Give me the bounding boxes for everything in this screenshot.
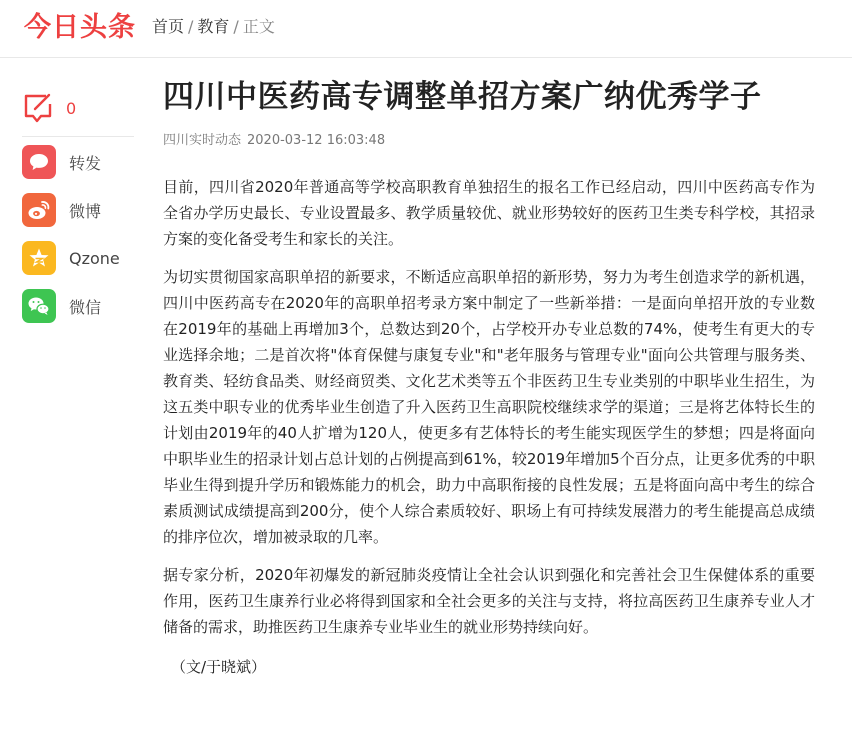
- article-source[interactable]: 四川实时动态: [163, 133, 242, 148]
- sidebar-divider: [22, 136, 134, 137]
- article-paragraph: 据专家分析，2020年初爆发的新冠肺炎疫情让全社会认识到强化和完善社会卫生保健体系的重要作用，医药卫生康养行业必将得到国家和全社会更多的关注与支持，将拉高医药卫生康养专业人才储备的需求，助推医药卫生康养专业毕业生的就业形势持续向好。: [163, 566, 815, 636]
- comment-count: 0: [66, 98, 77, 118]
- share-qzone-button[interactable]: [22, 241, 134, 275]
- article-time: 2020-03-12 16:03:48: [247, 133, 386, 148]
- repost-icon: [22, 145, 56, 179]
- share-repost-label: 转发: [69, 153, 102, 173]
- comment-icon: [22, 92, 54, 124]
- breadcrumb-education[interactable]: 教育: [197, 17, 230, 36]
- wechat-icon: [22, 289, 56, 323]
- breadcrumb-home[interactable]: 首页: [152, 17, 185, 36]
- share-wechat-label: 微信: [69, 297, 102, 317]
- share-weibo-button[interactable]: [22, 193, 134, 227]
- top-bar: [0, 0, 852, 58]
- article-meta: [163, 129, 815, 148]
- article-signature: （文/于晓斌）: [171, 658, 267, 676]
- article-body: [163, 174, 815, 680]
- qzone-icon: [22, 241, 56, 275]
- share-weibo-label: 微博: [69, 201, 102, 221]
- article: [163, 75, 815, 692]
- share-wechat-button[interactable]: [22, 289, 134, 323]
- article-paragraph: 目前，四川省2020年普通高等学校高职教育单独招生的报名工作已经启动，四川中医药高专作为全省办学历史最长、专业设置最多、教学质量较优、就业形势较好的医药卫生类专科学校，其招录方案的变化备受考生和家长的关注。: [163, 178, 815, 248]
- share-qzone-label: Qzone: [69, 248, 120, 268]
- breadcrumb-current: 正文: [242, 17, 275, 36]
- toutiao-logo[interactable]: 今日头条: [24, 12, 136, 43]
- breadcrumb-separator: /: [188, 17, 194, 36]
- breadcrumb-separator: /: [233, 17, 239, 36]
- share-repost-button[interactable]: [22, 145, 134, 179]
- share-sidebar: [22, 88, 134, 337]
- article-paragraph: 为切实贯彻国家高职单招的新要求，不断适应高职单招的新形势，努力为考生创造求学的新机遇，四川中医药高专在2020年的高职单招考录方案中制定了一些新举措：一是面向单招开放的专业数在2019年的基础上再增加3个，总数达到20个，占学校开办专业总数的74%，使考生有更大的专业选择余地；二是首次将"体育保健与康复专业"和"老年服务与管理专业"面向公共管理与服务类、教育类、轻纺食品类、财经商贸类、文化艺术类等五个非医药卫生专业类别的中职毕业生招生，为这五类中职专业的优秀毕业生创造了升入医药卫生高职院校继续求学的渠道；三是将艺体特长生的计划由2019年的40人扩增为120人，使更多有艺体特长的考生能实现医学生的梦想；四是将面向中职毕业生的招录计划占总计划的占例提高到61%，较2019年增加5个百分点，让更多优秀的中职毕业生得到提升学历和锻炼能力的机会，助力中高职衔接的良性发展；五是将面向高中考生的综合素质测试成绩提高到200分，使个人综合素质较好、职场上有可持续发展潜力的考生能提高总成绩的排序位次，增加被录取的几率。: [163, 268, 815, 546]
- comment-button[interactable]: [22, 88, 134, 128]
- weibo-icon: [22, 193, 56, 227]
- breadcrumb: [152, 16, 275, 38]
- article-title: 四川中医药高专调整单招方案广纳优秀学子: [163, 79, 762, 115]
